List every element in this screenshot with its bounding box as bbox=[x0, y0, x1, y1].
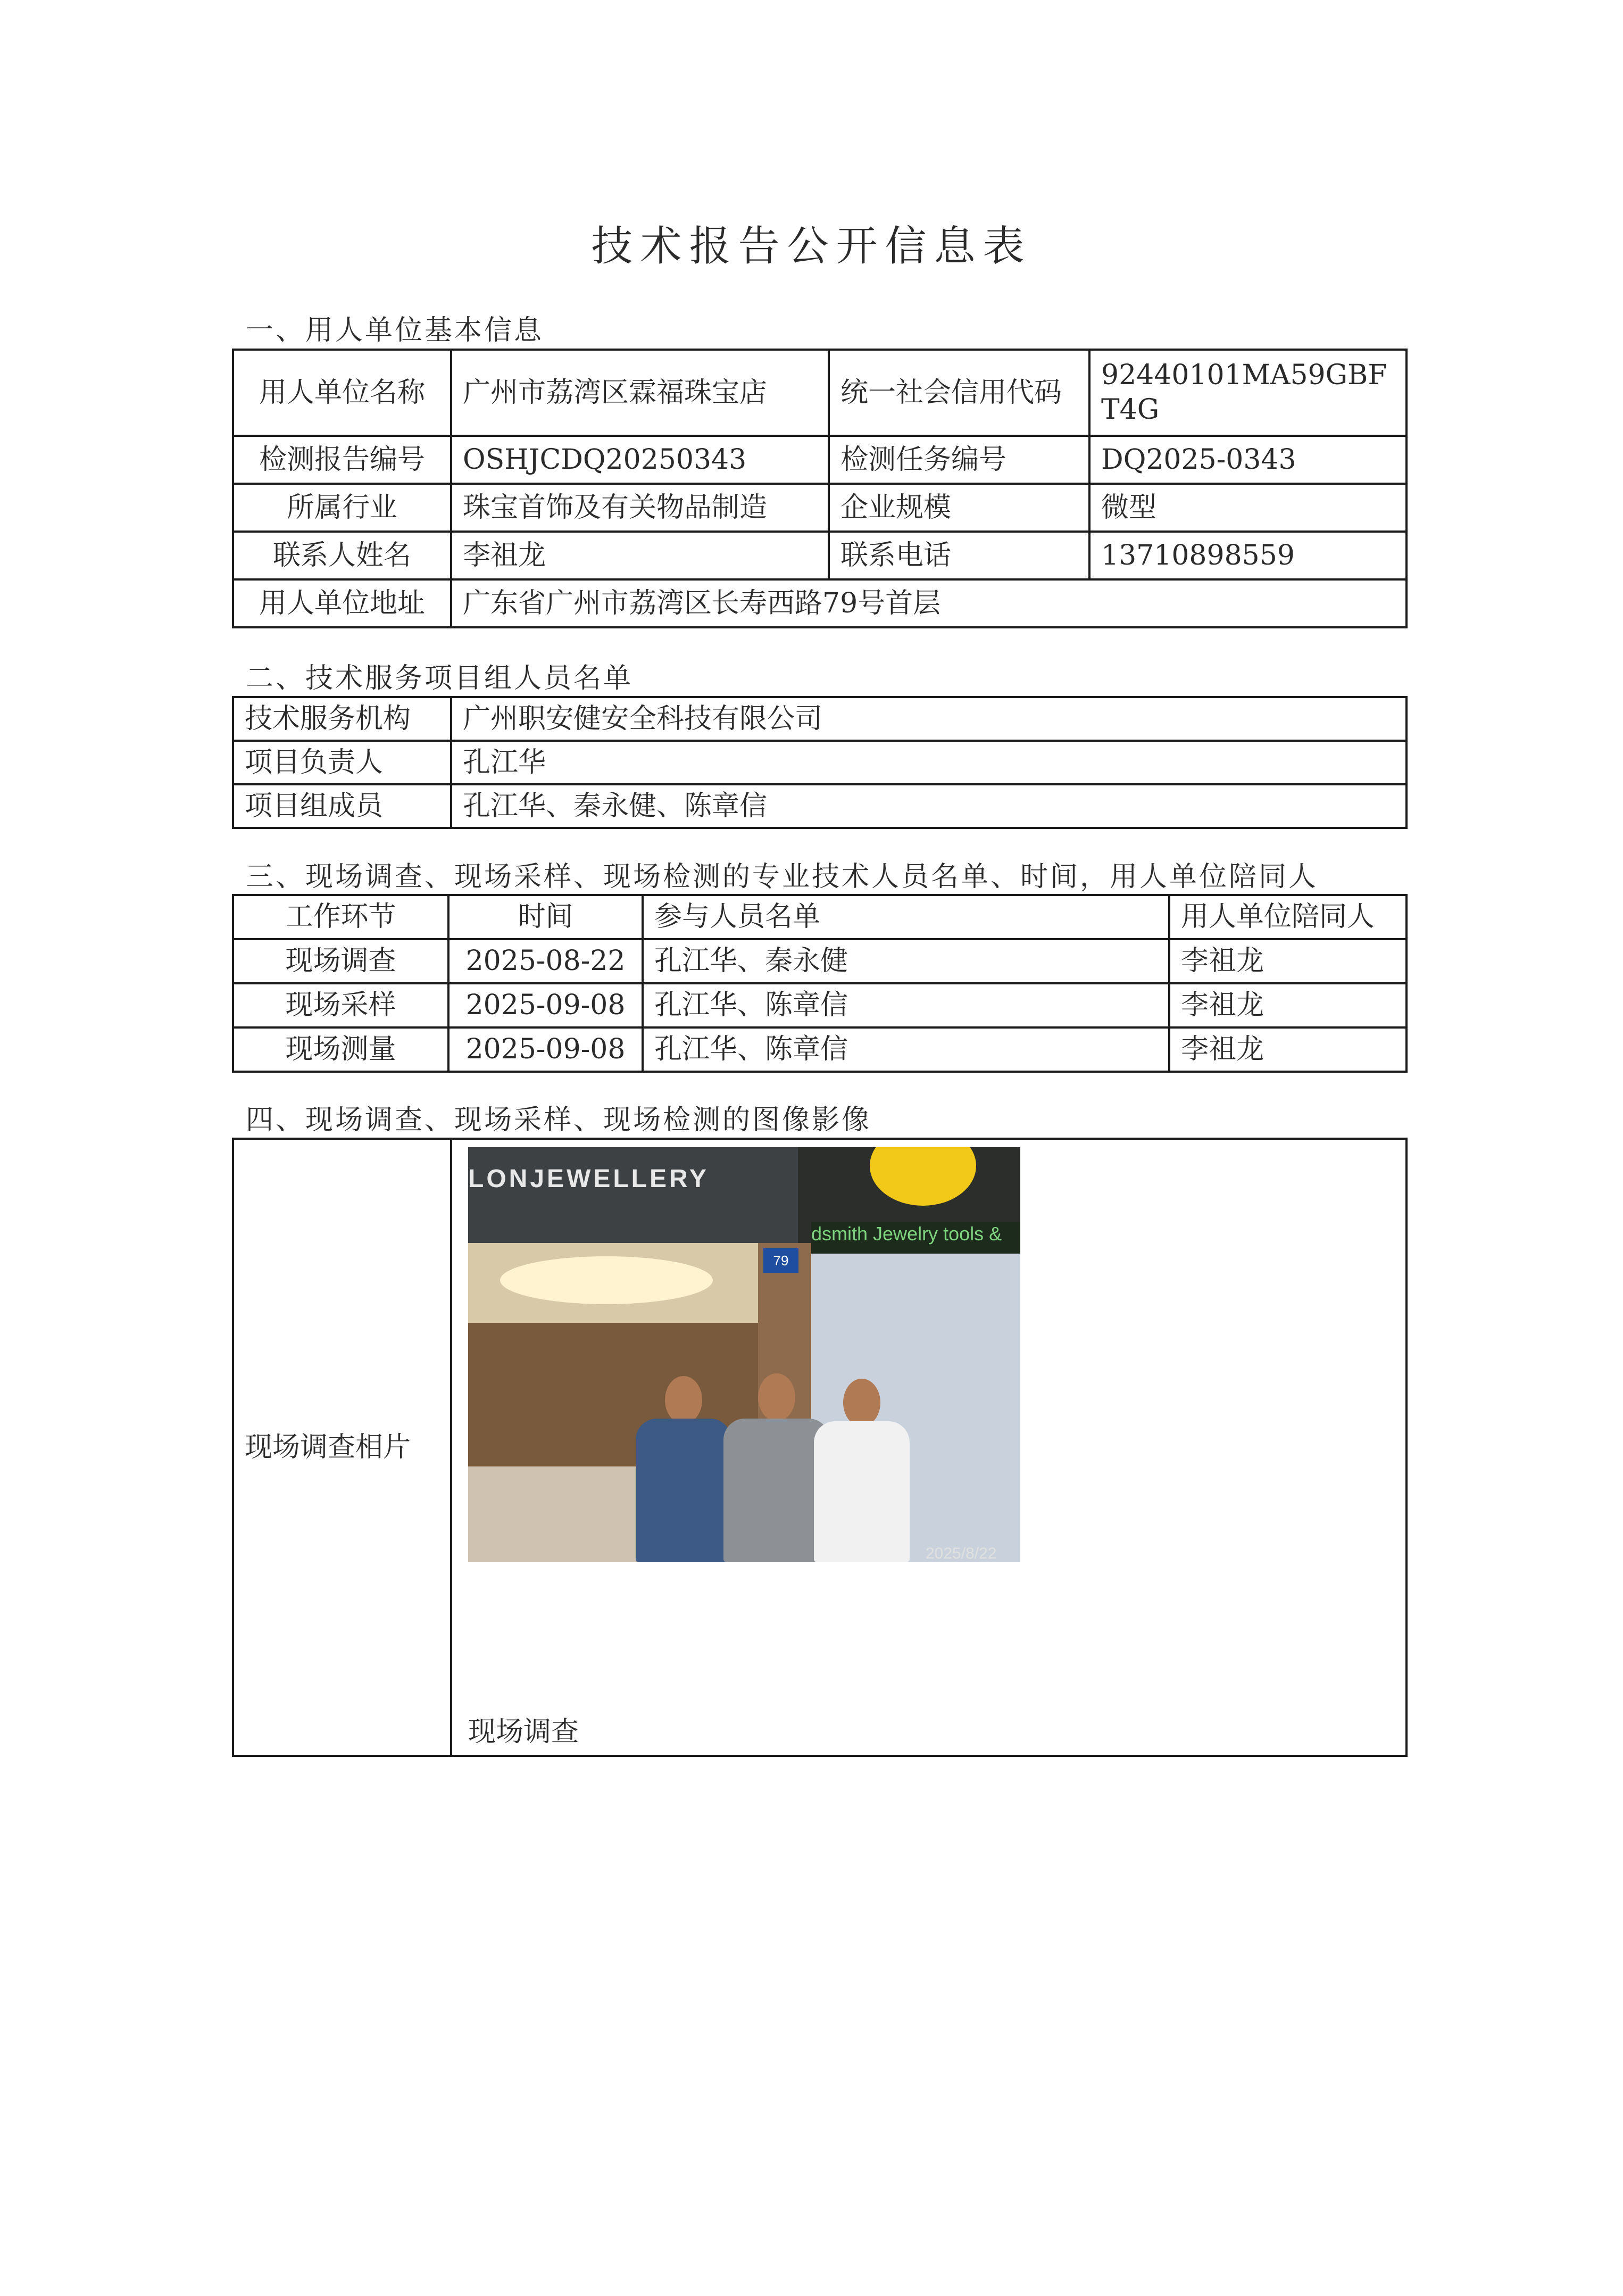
site-survey-photo bbox=[468, 1147, 1020, 1562]
table-row bbox=[233, 784, 1406, 828]
person-head bbox=[843, 1379, 880, 1427]
table-row bbox=[233, 1027, 1406, 1072]
person-head bbox=[665, 1376, 702, 1424]
table-row bbox=[233, 350, 1406, 436]
personnel-cell: 孔江华、陈章信 bbox=[643, 983, 1169, 1027]
table-row bbox=[233, 579, 1406, 627]
images-table bbox=[232, 1138, 1408, 1757]
company-info-table bbox=[232, 349, 1408, 628]
stage-cell: 现场调查 bbox=[233, 939, 448, 983]
person-head bbox=[758, 1373, 795, 1421]
value-cell: 92440101MA59GBFT4G bbox=[1089, 350, 1406, 436]
personnel-cell: 孔江华、陈章信 bbox=[643, 1027, 1169, 1072]
stage-cell: 现场测量 bbox=[233, 1027, 448, 1072]
label-cell: 联系电话 bbox=[829, 532, 1089, 579]
ceiling-lamp bbox=[500, 1256, 713, 1304]
date-cell: 2025-09-08 bbox=[448, 983, 643, 1027]
store-sign: LONJEWELLERY bbox=[468, 1165, 709, 1193]
table-row bbox=[233, 532, 1406, 579]
section3-heading: 三、现场调查、现场采样、现场检测的专业技术人员名单、时间，用人单位陪同人 bbox=[246, 861, 1319, 893]
label-cell: 项目负责人 bbox=[233, 741, 451, 784]
table-row bbox=[233, 1139, 1406, 1756]
label-cell: 联系人姓名 bbox=[233, 532, 451, 579]
table-row bbox=[233, 983, 1406, 1027]
column-header: 工作环节 bbox=[233, 895, 448, 939]
photo-timestamp: 2025/8/22 bbox=[926, 1545, 997, 1562]
value-cell: 孔江华、秦永健、陈章信 bbox=[451, 784, 1406, 828]
table-row bbox=[233, 697, 1406, 741]
label-cell: 检测报告编号 bbox=[233, 436, 451, 484]
section2-heading: 二、技术服务项目组人员名单 bbox=[246, 662, 634, 694]
label-cell: 用人单位名称 bbox=[233, 350, 451, 436]
date-cell: 2025-09-08 bbox=[448, 1027, 643, 1072]
yellow-logo bbox=[870, 1147, 976, 1206]
label-cell: 统一社会信用代码 bbox=[829, 350, 1089, 436]
table-header-row bbox=[233, 895, 1406, 939]
label-cell: 检测任务编号 bbox=[829, 436, 1089, 484]
table-row bbox=[233, 484, 1406, 532]
person-3 bbox=[814, 1421, 910, 1562]
project-team-table bbox=[232, 696, 1408, 829]
field-work-table bbox=[232, 894, 1408, 1073]
stage-cell: 现场采样 bbox=[233, 983, 448, 1027]
address-value: 广东省广州市荔湾区长寿西路79号首层 bbox=[451, 579, 1406, 627]
label-cell: 所属行业 bbox=[233, 484, 451, 532]
label-cell: 项目组成员 bbox=[233, 784, 451, 828]
label-cell: 用人单位地址 bbox=[233, 579, 451, 627]
value-cell: 李祖龙 bbox=[451, 532, 829, 579]
value-cell: DQ2025-0343 bbox=[1089, 436, 1406, 484]
escort-cell: 李祖龙 bbox=[1169, 1027, 1406, 1072]
escort-cell: 李祖龙 bbox=[1169, 939, 1406, 983]
column-header: 参与人员名单 bbox=[643, 895, 1169, 939]
personnel-cell: 孔江华、秦永健 bbox=[643, 939, 1169, 983]
value-cell: 广州职安健安全科技有限公司 bbox=[451, 697, 1406, 741]
value-cell: 孔江华 bbox=[451, 741, 1406, 784]
value-cell: 13710898559 bbox=[1089, 532, 1406, 579]
value-cell: OSHJCDQ20250343 bbox=[451, 436, 829, 484]
photo-cell bbox=[451, 1139, 1406, 1756]
column-header: 时间 bbox=[448, 895, 643, 939]
document-title: 技术报告公开信息表 bbox=[591, 222, 1032, 270]
door-number-plate: 79 bbox=[763, 1248, 798, 1273]
section4-heading: 四、现场调查、现场采样、现场检测的图像影像 bbox=[246, 1104, 872, 1136]
label-cell: 现场调查相片 bbox=[233, 1139, 451, 1756]
label-cell: 企业规模 bbox=[829, 484, 1089, 532]
table-row bbox=[233, 939, 1406, 983]
value-cell: 珠宝首饰及有关物品制造 bbox=[451, 484, 829, 532]
table-row bbox=[233, 741, 1406, 784]
value-cell: 广州市荔湾区霖福珠宝店 bbox=[451, 350, 829, 436]
column-header: 用人单位陪同人 bbox=[1169, 895, 1406, 939]
label-cell: 技术服务机构 bbox=[233, 697, 451, 741]
photo-caption: 现场调查 bbox=[468, 1716, 579, 1748]
person-1 bbox=[636, 1419, 731, 1562]
value-cell: 微型 bbox=[1089, 484, 1406, 532]
escort-cell: 李祖龙 bbox=[1169, 983, 1406, 1027]
table-row bbox=[233, 436, 1406, 484]
section1-heading: 一、用人单位基本信息 bbox=[246, 314, 544, 346]
led-banner: dsmith Jewelry tools & bbox=[811, 1222, 1020, 1254]
date-cell: 2025-08-22 bbox=[448, 939, 643, 983]
